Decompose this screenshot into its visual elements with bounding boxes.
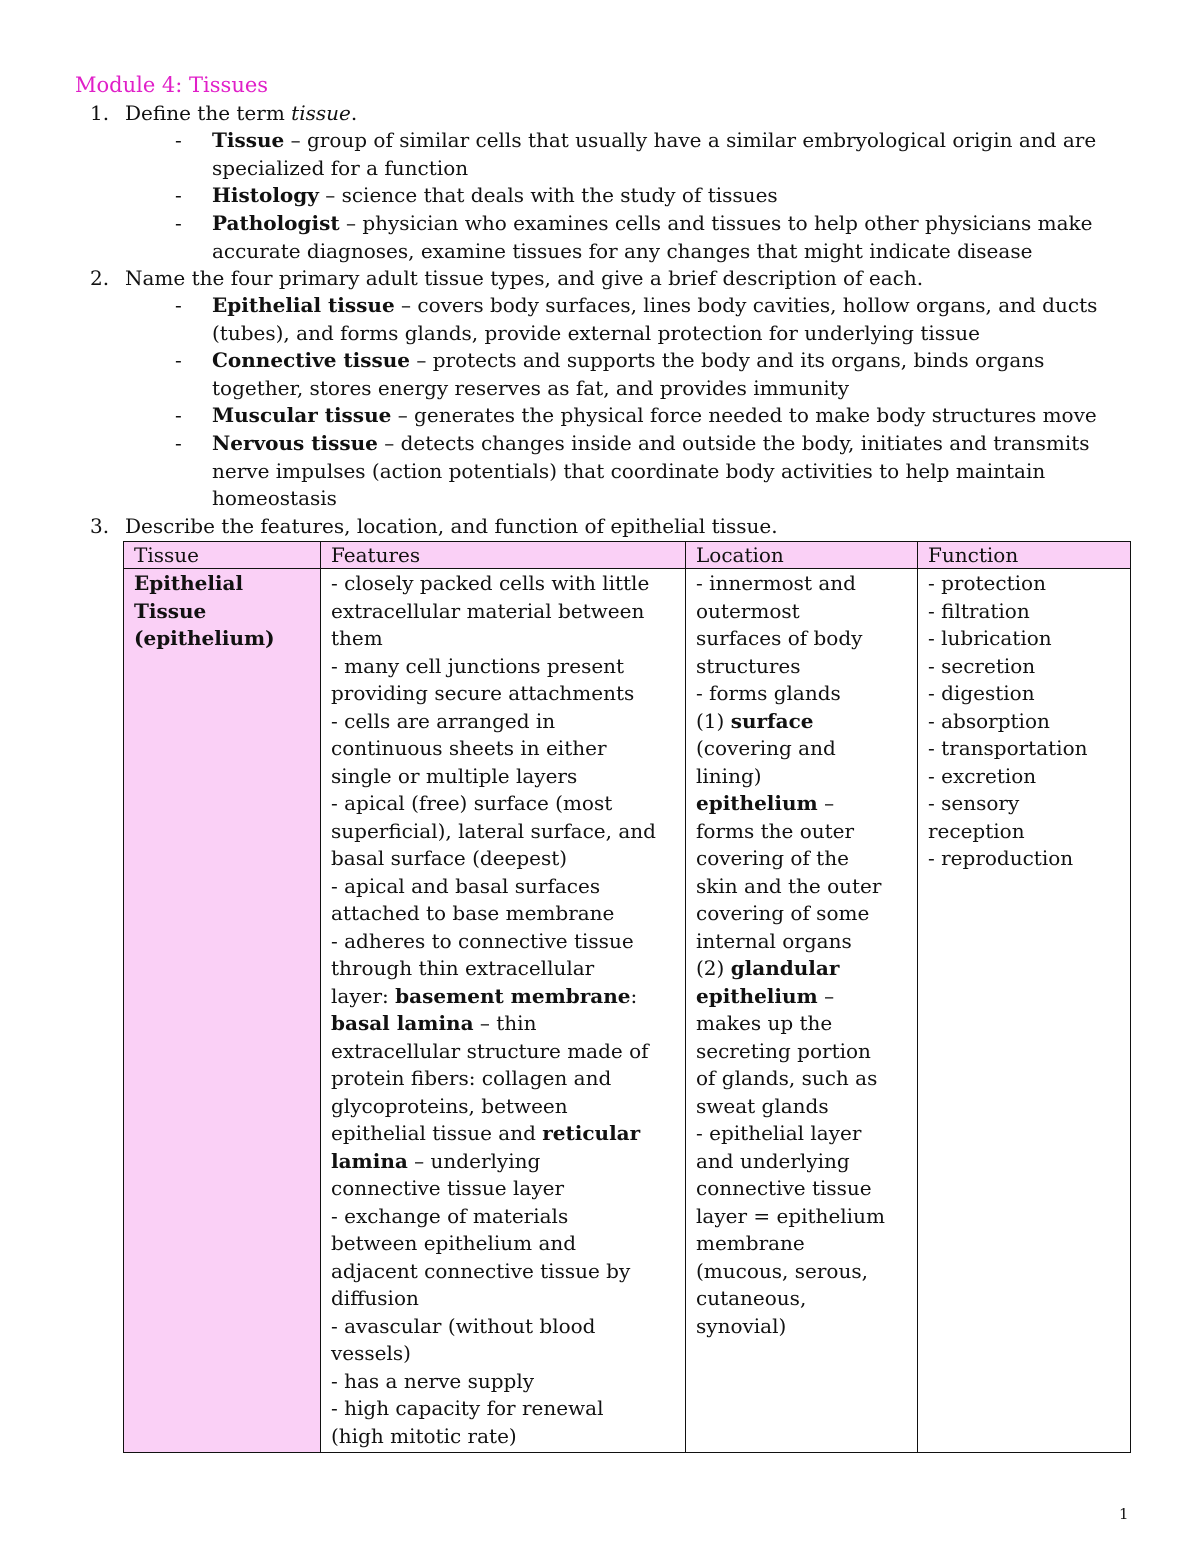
location-line: cutaneous, xyxy=(696,1286,807,1310)
location-line xyxy=(696,983,909,1011)
features-text: – thin xyxy=(473,1011,537,1035)
features-line: - apical (free) surface (most xyxy=(331,791,613,815)
location-bold: epithelium xyxy=(696,791,818,815)
tissue-type-term: Connective tissue xyxy=(212,348,411,372)
module-title: Module 4: Tissues xyxy=(75,73,269,97)
location-line: makes up the xyxy=(696,1011,833,1035)
definition-term: Histology xyxy=(212,183,319,207)
features-line: diffusion xyxy=(331,1286,419,1310)
tissue-type-term: Muscular tissue xyxy=(212,403,392,427)
tissue-type-text: together, stores energy reserves as fat, and provides immunity xyxy=(212,375,850,400)
table-row xyxy=(124,569,1131,1453)
tissue-type-term: Nervous tissue xyxy=(212,431,378,455)
tissue-type-term: Epithelial tissue xyxy=(212,293,395,317)
location-line: - innermost and xyxy=(696,571,856,595)
definition-text: specialized for a function xyxy=(212,155,469,180)
function-line: - transportation xyxy=(928,736,1088,760)
features-line: single or multiple layers xyxy=(331,763,578,788)
definition-body xyxy=(212,182,1112,210)
column-header-function: Function xyxy=(918,542,1131,569)
features-line: through thin extracellular xyxy=(331,956,595,980)
features-line: - has a nerve supply xyxy=(331,1368,535,1393)
question-number: 2. xyxy=(90,266,110,290)
function-line: - secretion xyxy=(928,653,1036,678)
question-text-part: Define the term xyxy=(125,101,292,125)
features-line xyxy=(331,1148,677,1176)
features-line: - high capacity for renewal xyxy=(331,1396,604,1420)
epithelial-tissue-table xyxy=(123,541,1131,1453)
tissue-type-text: nerve impulses (action potentials) that coordinate body activities to help maintain xyxy=(212,458,1046,483)
features-text: layer: xyxy=(331,983,396,1008)
features-line: (high mitotic rate) xyxy=(331,1423,517,1448)
column-header-tissue: Tissue xyxy=(124,542,321,569)
features-line xyxy=(331,1010,677,1038)
function-line: - sensory xyxy=(928,791,1020,815)
question-text-italic: tissue xyxy=(291,101,351,125)
bullet-dash: - xyxy=(175,431,182,455)
features-line: - avascular (without blood xyxy=(331,1313,596,1338)
location-line: (covering and xyxy=(696,736,836,760)
features-line: extracellular structure made of xyxy=(331,1038,649,1063)
features-line: glycoproteins, between xyxy=(331,1093,568,1118)
features-line: adjacent connective tissue by xyxy=(331,1258,631,1283)
question-text: Describe the features, location, and function of epithelial tissue. xyxy=(125,514,778,538)
location-text: – xyxy=(817,791,835,815)
location-text: (1) xyxy=(696,708,731,733)
tissue-type-text: – protects and supports the body and its organs, binds organs xyxy=(410,348,1045,372)
features-line: - many cell junctions present xyxy=(331,653,625,678)
function-cell xyxy=(918,569,1131,1453)
function-line: - filtration xyxy=(928,598,1030,623)
features-line xyxy=(331,1120,677,1148)
column-header-location: Location xyxy=(686,542,918,569)
features-line: - closely packed cells with little xyxy=(331,571,650,595)
function-line: - lubrication xyxy=(928,626,1052,650)
location-bold: surface xyxy=(730,708,814,733)
tissue-type-body xyxy=(212,430,1112,513)
page-number: 1 xyxy=(1119,1505,1129,1523)
bullet-dash: - xyxy=(175,211,182,235)
features-bold: lamina xyxy=(331,1148,408,1173)
table-header-row xyxy=(124,542,1131,569)
features-line: superficial), lateral surface, and xyxy=(331,818,656,843)
definition-body xyxy=(212,210,1112,265)
definition-text: – science that deals with the study of tissues xyxy=(318,183,778,207)
location-line: - forms glands xyxy=(696,681,841,705)
question-text xyxy=(125,100,357,127)
features-line: basal surface (deepest) xyxy=(331,846,568,870)
features-line: them xyxy=(331,626,383,650)
features-cell xyxy=(321,569,686,1453)
question-text-end: . xyxy=(350,101,358,125)
tissue-name-line: (epithelium) xyxy=(134,626,275,650)
location-line xyxy=(696,708,909,736)
location-cell xyxy=(686,569,918,1453)
bullet-dash: - xyxy=(175,403,182,427)
features-line: - cells are arranged in xyxy=(331,708,556,733)
location-line: surfaces of body xyxy=(696,626,863,650)
function-line: - digestion xyxy=(928,681,1035,705)
location-line: sweat glands xyxy=(696,1093,829,1118)
location-line: forms the outer xyxy=(696,818,855,843)
features-text: – underlying xyxy=(407,1148,541,1173)
location-bold: glandular xyxy=(730,956,840,980)
location-line: secreting portion xyxy=(696,1038,871,1063)
function-line: - excretion xyxy=(928,763,1037,788)
location-bold: epithelium xyxy=(696,983,818,1008)
tissue-type-body xyxy=(212,402,1112,430)
location-line: and underlying xyxy=(696,1148,850,1173)
tissue-type-body xyxy=(212,292,1112,347)
function-line: - absorption xyxy=(928,708,1050,733)
location-line: (mucous, serous, xyxy=(696,1258,868,1283)
location-line: lining) xyxy=(696,763,762,788)
location-line: outermost xyxy=(696,598,800,623)
location-line: covering of some xyxy=(696,901,870,925)
location-line xyxy=(696,955,909,983)
function-line: - protection xyxy=(928,571,1046,595)
bullet-dash: - xyxy=(175,348,182,372)
features-bold: reticular xyxy=(542,1121,641,1145)
features-line: protein fibers: collagen and xyxy=(331,1066,612,1090)
location-line: - epithelial layer xyxy=(696,1121,862,1145)
definition-body xyxy=(212,127,1112,182)
features-line: - adheres to connective tissue xyxy=(331,928,634,953)
location-line xyxy=(696,790,909,818)
tissue-type-body xyxy=(212,347,1112,402)
definition-text: – physician who examines cells and tissues to help other physicians make xyxy=(339,211,1093,235)
function-line: - reproduction xyxy=(928,846,1074,870)
features-bold: basement membrane xyxy=(395,983,631,1008)
location-line: layer = epithelium xyxy=(696,1203,885,1228)
location-line: internal organs xyxy=(696,928,852,953)
definition-text: – group of similar cells that usually have a similar embryological origin and are xyxy=(284,128,1097,152)
tissue-name-line: Tissue xyxy=(134,598,207,623)
features-text: : xyxy=(630,983,638,1008)
features-line: - apical and basal surfaces xyxy=(331,873,601,898)
definition-text: accurate diagnoses, examine tissues for any changes that might indicate disease xyxy=(212,238,1033,263)
tissue-type-text: – detects changes inside and outside the body, initiates and transmits xyxy=(377,431,1090,455)
definition-term: Tissue xyxy=(212,128,285,152)
question-text: Name the four primary adult tissue types, and give a brief description of each. xyxy=(125,266,924,290)
features-line: - exchange of materials xyxy=(331,1203,569,1228)
location-line: of glands, such as xyxy=(696,1066,878,1090)
features-bold: basal lamina xyxy=(331,1011,474,1035)
location-line: covering of the xyxy=(696,846,849,870)
features-line xyxy=(331,983,677,1011)
location-text: – xyxy=(817,983,835,1008)
features-line: providing secure attachments xyxy=(331,681,635,705)
tissue-type-text: homeostasis xyxy=(212,486,337,510)
tissue-name-line: Epithelial xyxy=(134,571,244,595)
features-text: epithelial tissue and xyxy=(331,1121,543,1145)
tissue-cell xyxy=(124,569,321,1453)
features-line: vessels) xyxy=(331,1341,411,1365)
bullet-dash: - xyxy=(175,183,182,207)
location-text: (2) xyxy=(696,956,731,980)
features-line: continuous sheets in either xyxy=(331,736,607,760)
features-line: extracellular material between xyxy=(331,598,645,623)
question-number: 3. xyxy=(90,514,110,538)
features-line: connective tissue layer xyxy=(331,1176,565,1200)
location-line: synovial) xyxy=(696,1313,787,1338)
tissue-type-text: – covers body surfaces, lines body cavities, hollow organs, and ducts xyxy=(394,293,1098,317)
function-line: reception xyxy=(928,818,1025,843)
tissue-type-text: – generates the physical force needed to make body structures move xyxy=(391,403,1097,427)
definition-term: Pathologist xyxy=(212,211,340,235)
column-header-features: Features xyxy=(321,542,686,569)
location-line: connective tissue xyxy=(696,1176,872,1200)
location-line: skin and the outer xyxy=(696,873,882,898)
location-line: structures xyxy=(696,653,801,678)
bullet-dash: - xyxy=(175,128,182,152)
tissue-type-text: (tubes), and forms glands, provide external protection for underlying tissue xyxy=(212,320,981,345)
features-line: attached to base membrane xyxy=(331,901,615,925)
bullet-dash: - xyxy=(175,293,182,317)
location-line: membrane xyxy=(696,1231,805,1255)
question-number: 1. xyxy=(90,101,110,125)
features-line: between epithelium and xyxy=(331,1231,577,1255)
